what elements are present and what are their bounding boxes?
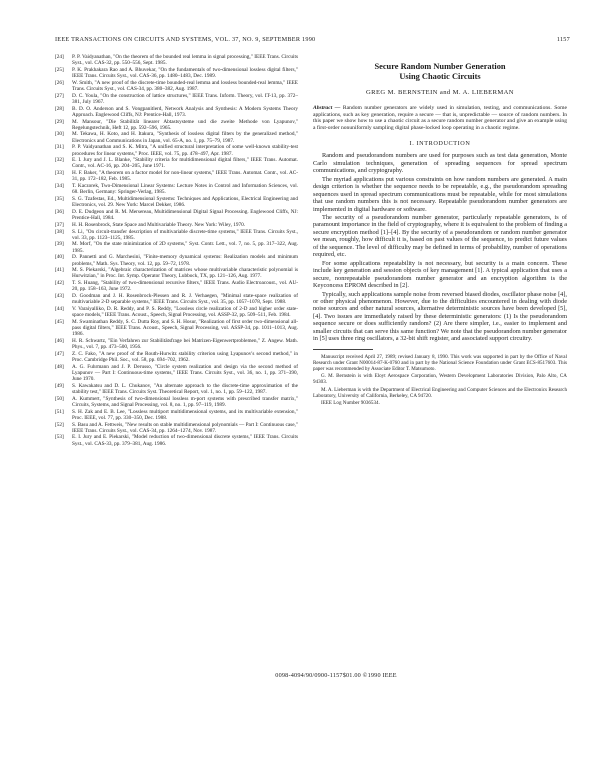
reference-item <box>55 67 298 79</box>
reference-number: [43] <box>55 293 64 300</box>
references-column <box>55 54 298 447</box>
reference-item <box>55 54 298 66</box>
reference-number: [51] <box>55 408 64 415</box>
reference-item <box>55 254 298 266</box>
body-paragraph: Typically, such applications sample noise from reversed biased diodes, oscillator phase noise [4], or other physical phenomenon. However, due to the difficulties encountered in dealing with diode noise sources and other natural sources, alternative deterministic sources have been developed [5], [4]. Two issues are immediately raised by these deterministic generators: (1) Is the pseudorandom sequence secure or does sufficiently random? (2) Are there simpler, i.e., easier to implement and smaller circuits that can serve this same function? We note that the pseudorandom number generator in [5] uses three ring oscillators, a 32-bit shift register, and associated support circuitry. <box>313 290 567 343</box>
reference-number: [50] <box>55 395 64 402</box>
footnote: M. A. Lieberman is with the Department of Electrical Engineering and Computer Sciences and the Electronics Research Laboratory, University of California, Berkeley, CA 94720. <box>313 386 567 399</box>
reference-item <box>55 106 298 118</box>
reference-text: M. Swaminathan Reddy, S. C. Dutta Roy, and S. H. Hosur, "Realization of first order two-dimensional all-pass digital filters," IEEE Trans. Acoust., Speech, Signal Processing, vol. ASSP-34, pp. 1011–1013, Aug. 1986. <box>72 318 298 338</box>
reference-number: [49] <box>55 382 64 389</box>
reference-number: [32] <box>55 157 64 164</box>
reference-text: D. Pannetti and G. Marchesini, "Finite-memory dynamical systems: Realization models and minimum problems," Math. Sys. Theory, vol. 12, pp. 59–72, 1978. <box>72 254 298 267</box>
copyright-line: 0098-4094/90/0900-1157$01.00 ©1990 IEEE <box>275 672 397 679</box>
reference-item <box>55 93 298 105</box>
reference-number: [37] <box>55 221 64 228</box>
reference-item <box>55 119 298 131</box>
reference-text: E. I. Jury and E. Piekarski, "Model reduction of two-dimensional discrete systems," IEEE Trans. Circuits Syst., vol. CAS-33, pp. 379–381, Aug. 1986. <box>72 434 298 447</box>
reference-text: Z. C. Fako, "A new proof of the Routh-Hurwitz stability criterion using Lyapunov's second method," in Proc. Cambridge Phil. Soc., vol. 58, pp. 694–702, 1962. <box>72 350 298 363</box>
reference-item <box>55 293 298 305</box>
article-column <box>313 54 567 408</box>
body-paragraph: The myriad applications put various constraints on how random numbers are generated. A main design criterion is whether the sequence needs to be repeatable, e.g., the pseudorandom spreading sequences used in spread spectrum communications must be repeatable, while for most simulations that use random numbers this is not necessary. Repeatable pseudorandom number generators are implemented in digital hardware or software. <box>313 175 567 213</box>
title-line-2: Using Chaotic Circuits <box>399 72 481 81</box>
reference-item <box>55 170 298 182</box>
reference-item <box>55 422 298 434</box>
reference-text: S. Kawakatsu and D. L. Chukanov, "An alternate approach to the discrete-time approximation of the stability test," IEEE Trans. Circuits Syst. Theoretical Report, vol. 1, no. 1, pp. 59–122, 1987. <box>72 382 298 395</box>
reference-item <box>55 338 298 350</box>
reference-text: H. F. Baker, "A theorem on a factor model for non-linear systems," IEEE Trans. Automat. Contr., vol. AC-31, pp. 172–182, Feb. 1985. <box>72 170 298 183</box>
reference-number: [46] <box>55 337 64 344</box>
reference-item <box>55 157 298 169</box>
journal-name: IEEE TRANSACTIONS ON CIRCUITS AND SYSTEMS, VOL. 37, NO. 9, SEPTEMBER 1990 <box>55 36 316 43</box>
reference-text: P. P. Vaidyanathan and S. K. Mitra, "A unified structural interpretation of some well-known stability-test procedures for linear systems," Proc. IEEE, vol. 75, pp. 478–497, Apr. 1987. <box>72 144 298 157</box>
reference-text: W. Smith, "A new proof of the discrete-time bounded-real lemma and lossless bounded-real lemma," IEEE Trans. Circuits Syst., vol. CAS-34, pp. 380–382, Aug. 1987. <box>72 79 298 92</box>
reference-item <box>55 319 298 337</box>
running-header <box>55 36 570 48</box>
reference-text: V. Varaiyalliko, D. R. Reddy, and P. S. Reddy, "Lossless circle realization of 2-D and higher order state-space models," IEEE Trans. Acoust., Speech, Signal Processing, vol. ASSP-32, pp. 509–511, Feb. 1984. <box>72 305 298 319</box>
reference-item <box>55 131 298 143</box>
reference-text: M. Mansour, "Die Stabilität linearer Abtastsysteme und die zweite Methode von Lyapunov," Regelungstechnik, Heft 12, pp. 592–596, 1965. <box>72 118 298 131</box>
reference-item <box>55 351 298 363</box>
reference-text: D. C. Youla, "On the construction of lattice structures," IEEE Trans. Inform. Theory, vol. IT-13, pp. 372–381, July 1967. <box>72 92 298 105</box>
reference-number: [39] <box>55 241 64 248</box>
reference-number: [26] <box>55 79 64 86</box>
footnote-divider <box>313 349 373 350</box>
author-line: GREG M. BERNSTEIN and M. A. LIEBERMAN <box>366 89 514 96</box>
reference-number: [41] <box>55 267 64 274</box>
reference-text: B. D. O. Anderson and S. Vongpanitlerd, Network Analysis and Synthesis: A Modern Systems Theory Approach. Englewood Cliffs, NJ: Prentice-Hall, 1973. <box>72 105 298 118</box>
reference-item <box>55 383 298 395</box>
footnote: G. M. Bernstein is with Eloyt Aerospace Corporation, Western Development Laboratories Division, Palo Alto, CA 94303. <box>313 373 567 386</box>
reference-text: T. S. Huang, "Stability of two-dimensional recursive filters," IEEE Trans. Audio Electroacoust., vol. AU-20, pp. 158–163, June 1972. <box>72 280 298 293</box>
abstract <box>313 105 567 131</box>
reference-number: [45] <box>55 318 64 325</box>
reference-number: [35] <box>55 195 64 202</box>
reference-number: [53] <box>55 434 64 441</box>
reference-number: [40] <box>55 254 64 261</box>
section-heading: I. INTRODUCTION <box>409 140 471 148</box>
reference-number: [31] <box>55 144 64 151</box>
reference-text: A. Kummert, "Synthesis of two-dimensional lossless m-port systems with prescribed transfer matrix," Circuits, Systems, and Signal Processing, vol. 8, no. 1, pp. 97–119, 1989. <box>72 395 298 408</box>
paper-title <box>313 62 567 82</box>
reference-item <box>55 280 298 292</box>
reference-number: [29] <box>55 118 64 125</box>
reference-number: [25] <box>55 66 64 73</box>
reference-text: M. Tekawa, H. Koto, and H. Itakura, "Synthesis of lossless digital filters by the generalized method," Electronics and Communications in Japan, vol. 65-A, no. 1, pp. 75–79, 1987. <box>72 131 298 144</box>
reference-text: P. K. Prakhakara Rao and A. Bhuvekar, "On the fundamentals of two-dimensional lossless digital filters," IEEE Trans. Circuits Syst., vol. CAS-36, pp. 1480–1483, Dec. 1989. <box>72 66 298 80</box>
page-number: 1157 <box>556 36 570 43</box>
reference-item <box>55 229 298 241</box>
reference-number: [44] <box>55 305 64 312</box>
abstract-label: Abstract — <box>313 105 341 111</box>
reference-text: S. G. Tzafestas, Ed., Multidimensional Systems: Techniques and Applications, Electrical Engineering and Electronics, vol. 29. New York: Marcel Dekker, 1986. <box>72 195 298 209</box>
reference-text: T. Kaczorek, Two-Dimensional Linear Systems: Lecture Notes in Control and Information Sciences, vol. 68. Berlin, Germany: Springer-Verlag, 1985. <box>72 183 298 196</box>
reference-item <box>55 222 298 228</box>
reference-item <box>55 409 298 421</box>
reference-number: [48] <box>55 363 64 370</box>
reference-item <box>55 209 298 221</box>
reference-text: D. Goodman and J. H. Rosenbrock-Plessen and R. J. Verhaegen, "Minimal state-space realization of multivariable 2-D separable systems," IEEE Trans. Circuits Syst., vol. 35, pp. 1057–1078, Sept. 1988. <box>72 293 298 306</box>
reference-item <box>55 196 298 208</box>
reference-text: M. Morf, "On the state minimization of 2D systems," Syst. Contr. Lett., vol. 7, no. 5, pp. 317–322, Aug. 1985. <box>72 241 298 254</box>
reference-item <box>55 364 298 382</box>
reference-item <box>55 80 298 92</box>
reference-number: [52] <box>55 421 64 428</box>
reference-item <box>55 306 298 318</box>
footnotes <box>313 354 567 407</box>
reference-text: A. G. Fuhrmann and J. P. Derusso, "Circle system realization and design via the second method of Lyapunov — Part I: Continuous-time systems," IEEE Trans. Circuits Syst., vol. 36, no. 1, pp. 371–390, June 1970. <box>72 363 298 383</box>
reference-number: [33] <box>55 170 64 177</box>
reference-item <box>55 434 298 446</box>
reference-number: [42] <box>55 280 64 287</box>
reference-item <box>55 241 298 253</box>
abstract-text: Random number generators are widely used in simulation, testing, and communications. Some applications, such as key generation, require a secure — that is, unpredictable — source of random numbers. In this paper we show how to use a chaotic circuit as a secure random number generator and give an example using a first-order nonuniformly sampling digital phase-locked loop operating in a chaotic regime. <box>313 105 567 131</box>
reference-text: S. Li, "On circuit-transfer description of multivariable discrete-time systems," IEEE Trans. Circuits Syst., vol. 33, pp. 1123–1125, 1985. <box>72 228 298 241</box>
reference-number: [27] <box>55 92 64 99</box>
reference-text: M. S. Piekarski, "Algebraic characterization of matrices whose multivariable characteristic polynomial is Hurwitzian," in Proc. Int. Symp. Operator Theory, Lubbock, TX, pp. 121–126, Aug. 1977. <box>72 267 298 280</box>
reference-text: H. R. Schwartz, "Ein Verfahren zur Stabilitätsfrage bei Matrizen-Eigenwertproblemen," Z. Angew. Math. Phys., vol. 7, pp. 473–500, 1956. <box>72 337 298 351</box>
reference-item <box>55 183 298 195</box>
reference-item <box>55 267 298 279</box>
title-line-1: Secure Random Number Generation <box>374 62 506 71</box>
body-paragraph: The security of a pseudorandom number generator, particularly repeatable generators, is of paramount importance in the field of cryptography, where it is equivalent to the problem of finding a secure encryption method [1]–[4]. By the security of a pseudorandom or random number generator we mean, roughly, how difficult it is, based on past values of the sequence, to predict future values of the sequence. The level of difficulty may be defined in terms of probability, number of operations required, etc. <box>313 214 567 259</box>
body-paragraph: For some applications repeatability is not necessary, but security is a main concern. These include key generation and session objects of key management [1]. A typical application that uses a secure, nonrepeatable pseudorandom number generator and an encryption algorithm is the Keyconcess EPROM described in [2]. <box>313 259 567 290</box>
reference-text: E. I. Jury and J. L. Blanke, "Stability criteria for multidimensional digital filters," IEEE Trans. Automat. Contr., vol. AC-16, pp. 204–205, June 1971. <box>72 157 298 170</box>
footnote: IEEE Log Number 9036534. <box>321 400 380 407</box>
body-text <box>313 152 567 342</box>
reference-text: P. P. Vaidyanathan, "On the theorem of the bounded real lemma in signal processing," IEEE Trans. Circuits Syst., vol. CAS-32, pp. 550–556, Sept. 1985. <box>72 54 298 67</box>
reference-number: [36] <box>55 208 64 215</box>
reference-number: [28] <box>55 105 64 112</box>
reference-text: S. Basu and A. Fettweis, "New results on stable multidimensional polynomials — Part I: Continuous case," IEEE Trans. Circuits Syst., vol. CAS-34, pp. 1264–1274, Nov. 1987. <box>72 421 298 434</box>
body-paragraph: Random and pseudorandom numbers are used for purposes such as test data generation, Monte Carlo simulation techniques, generation of spreading sequences for spread spectrum communications, and cryptography. <box>313 152 567 175</box>
reference-text: H. H. Rosenbrock, State Space and Multivariable Theory. New York: Wiley, 1970. <box>72 221 246 228</box>
reference-number: [34] <box>55 183 64 190</box>
reference-number: [38] <box>55 228 64 235</box>
reference-number: [30] <box>55 131 64 138</box>
footnote: Manuscript received April 27, 1989; revised January 8, 1990. This work was supported in part by the Office of Naval Research under Grant N00014-87-K-0760 and in part by the National Science Foundation under Grant ECS-8517603. This paper was recommended by Associate Editor T. Matsumoto. <box>313 353 567 372</box>
reference-text: D. E. Dudgeon and R. M. Mersereau, Multidimensional Digital Signal Processing. Englewood Cliffs, NJ: Prentice-Hall, 1984. <box>72 208 298 222</box>
reference-text: S. H. Zak and E. B. Lee, "Lossless multiport multidimensional systems, and its multivariable extension," Proc. IEEE, vol. 77, pp. 330–350, Dec. 1988. <box>72 408 298 421</box>
reference-number: [24] <box>55 54 64 60</box>
reference-item <box>55 144 298 156</box>
reference-number: [47] <box>55 350 64 357</box>
reference-list <box>55 54 298 447</box>
reference-item <box>55 396 298 408</box>
